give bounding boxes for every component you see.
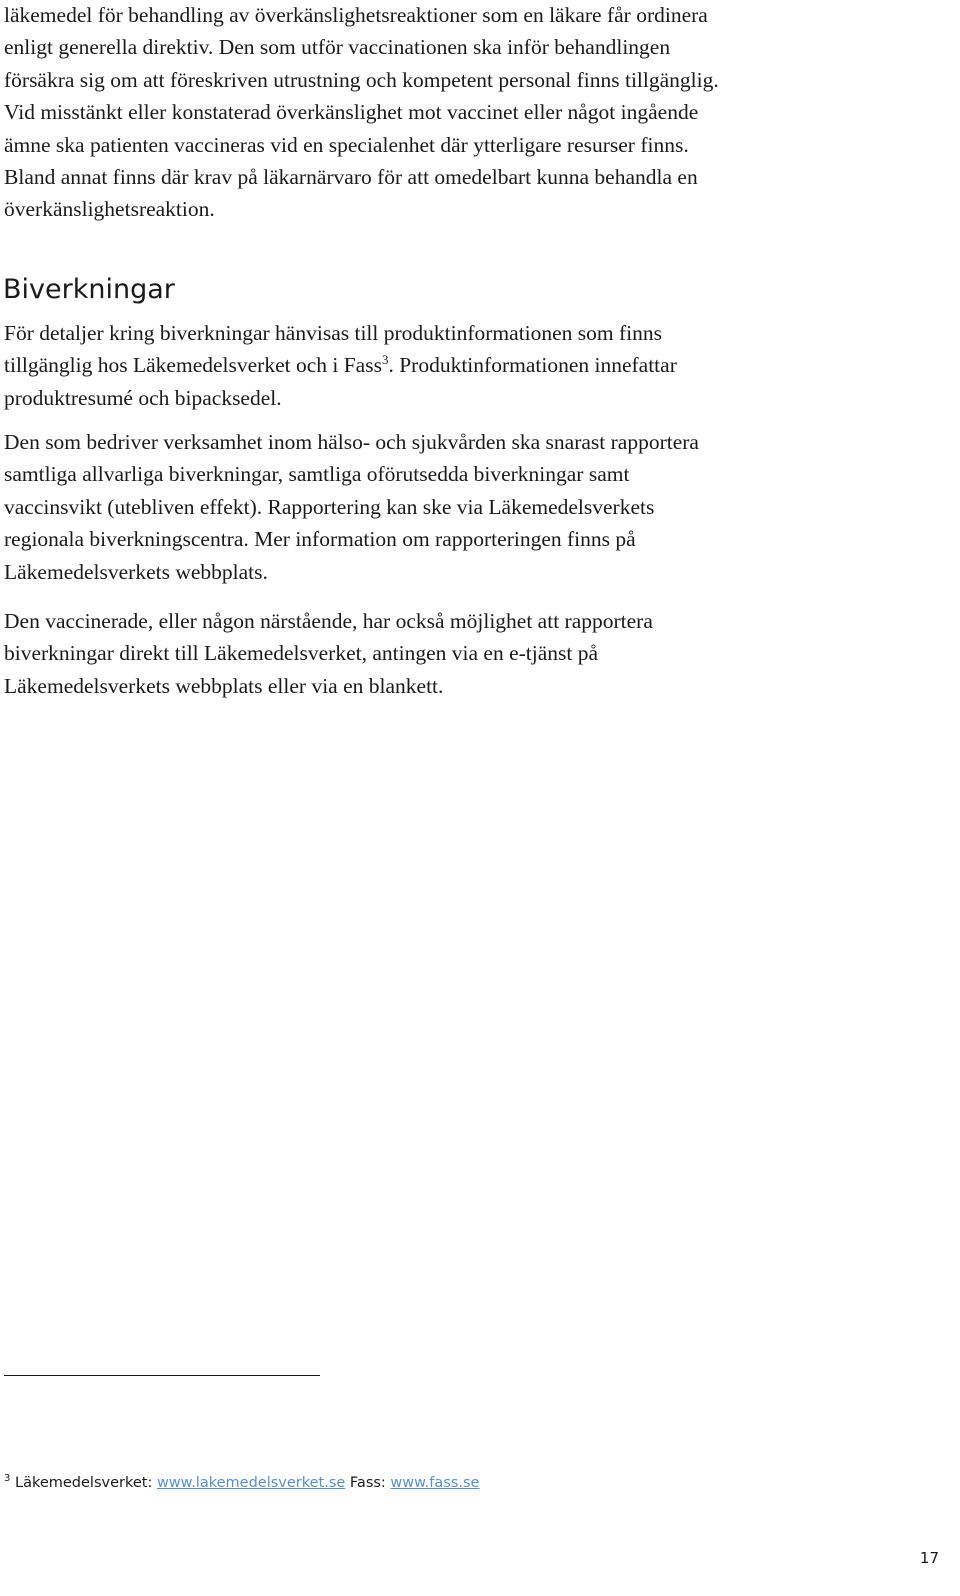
text-line: ämne ska patienten vaccineras vid en specialenhet där ytterligare resurser finns. <box>4 132 689 157</box>
text-line: produktresumé och bipacksedel. <box>4 385 282 410</box>
text-line: För detaljer kring biverkningar hänvisas till produktinformationen som finns <box>4 321 663 345</box>
text-line: biverkningar direkt till Läkemedelsverket, antingen via en e-tjänst på <box>4 641 599 666</box>
text-line: Läkemedelsverkets webbplats eller via en blankett. <box>4 673 444 698</box>
text-line: försäkra sig om att föreskriven utrustning och kompetent personal finns tillgänglig. <box>4 67 719 92</box>
text-line: Bland annat finns där krav på läkarnärvaro för att omedelbart kunna behandla en <box>4 165 698 190</box>
footnote-label: Fass: <box>345 1475 391 1491</box>
text-line: Den vaccinerade, eller någon närstående, har också möjlighet att rapportera <box>4 609 653 633</box>
footnote-divider <box>4 1375 320 1376</box>
intro-paragraph <box>4 0 719 226</box>
paragraph-product-info <box>4 317 677 414</box>
text-segment: tillgänglig hos Läkemedelsverket och i Fass <box>4 353 382 378</box>
text-line: vaccinsvikt (utebliven effekt). Rapportering kan ske via Läkemedelsverkets <box>4 494 655 519</box>
text-line: regionala biverkningscentra. Mer information om rapporteringen finns på <box>4 527 636 552</box>
text-segment: . Produktinformationen innefattar <box>388 353 677 378</box>
text-line: enligt generella direktiv. Den som utför vaccinationen ska inför behandlingen <box>4 35 671 60</box>
text-line: samtliga allvarliga biverkningar, samtliga oförutsedda biverkningar samt <box>4 462 630 487</box>
paragraph-patient-reporting <box>4 605 653 702</box>
text-line: Läkemedelsverkets webbplats. <box>4 559 268 584</box>
lakemedelsverket-link[interactable]: www.lakemedelsverket.se <box>156 1475 346 1491</box>
text-line: läkemedel för behandling av överkänslighetsreaktioner som en läkare får ordinera <box>4 3 708 27</box>
page-number: 17 <box>919 1549 939 1567</box>
text-line <box>4 349 677 381</box>
footnote-reference[interactable]: 3 <box>381 352 389 368</box>
paragraph-reporting <box>4 426 699 588</box>
text-line: överkänslighetsreaktion. <box>4 197 215 222</box>
footnote-marker: 3 <box>4 1473 11 1485</box>
section-heading: Biverkningar <box>3 274 175 305</box>
footnote-label: Läkemedelsverket: <box>14 1475 157 1491</box>
footnote <box>4 1473 479 1493</box>
text-line: Vid misstänkt eller konstaterad överkänslighet mot vaccinet eller något ingående <box>4 100 699 125</box>
fass-link[interactable]: www.fass.se <box>390 1475 480 1491</box>
text-line: Den som bedriver verksamhet inom hälso- och sjukvården ska snarast rapportera <box>4 430 699 454</box>
